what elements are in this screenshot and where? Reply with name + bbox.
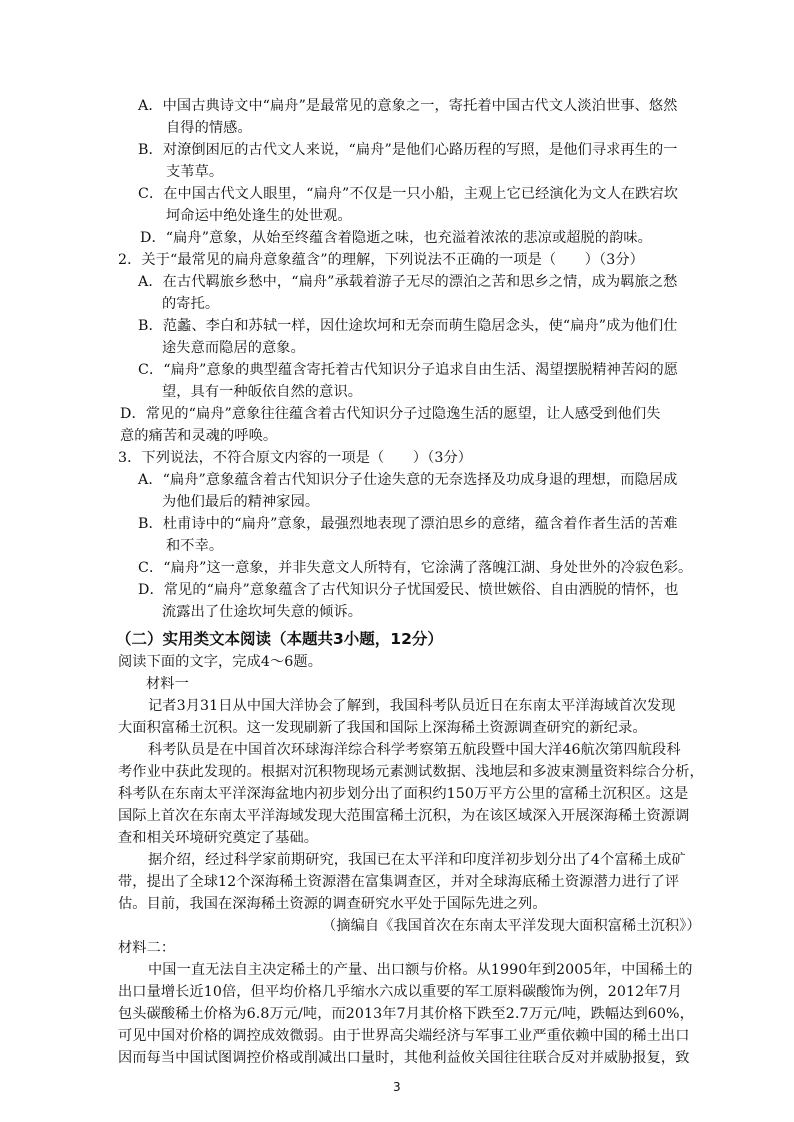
q2-option-a-line2: 的寄托。 — [162, 296, 220, 312]
material-1-p2-line2: 考作业中获此发现的。根据对沉积物现场元素测试数据、浅地层和多波束测量资料综合分析， — [118, 764, 704, 780]
q2-stem: 2．关于“最常见的扁舟意象蕴含”的理解，下列说法不正确的一项是（ ）（3分） — [118, 252, 644, 268]
q3-option-a-line2: 为他们最后的精神家园。 — [162, 494, 320, 510]
material-1-p1-line2: 大面积富稀土沉积。这一发现刷新了我国和国际上深海稀土资源调查研究的新纪录。 — [118, 720, 647, 736]
material-1-source: （摘编自《我国首次在东南太平洋发现大面积富稀土沉积》） — [322, 918, 701, 934]
q2-option-c-line2: 望，具有一种皈依自然的意识。 — [162, 384, 363, 400]
material-2-p1-line2: 出口量增长近10倍，但平均价格几乎缩水六成以重要的军工原料碳酸饰为例，2012年7月 — [118, 984, 682, 1000]
q2-option-c-line1: C．“扁舟”意象的典型蕴含寄托着古代知识分子追求自由生活、渴望摆脱精神苦闷的愿 — [138, 362, 679, 378]
material-1-p2-line1: 科考队员是在中国首次环球海洋综合科学考察第五航段暨中国大洋46航次第四航段科 — [148, 742, 681, 758]
q1-option-a-line2: 自得的情感。 — [166, 120, 252, 136]
q2-option-a-line1: A．在古代羁旅乡愁中，“扁舟”承载着游子无尽的漂泊之苦和思乡之情，成为羁旅之愁 — [138, 274, 678, 290]
material-1-p2-line3: 科考队在东南太平洋深海盆地内初步划分出了面积约150万平方公里的富稀土沉积区。这是 — [118, 786, 689, 802]
material-2-label: 材料二： — [118, 940, 176, 956]
q3-option-b-line1: B．杜甫诗中的“扁舟”意象，最强烈地表现了漂泊思乡的意绪，蕴含着作者生活的苦难 — [138, 516, 678, 532]
q1-option-c-line2: 坷命运中绝处逢生的处世观。 — [166, 208, 352, 224]
material-1-p3-line2: 带，提出了全球12个深海稀土资源潜在富集调查区，并对全球海底稀土资源潜力进行了评 — [118, 874, 680, 890]
material-1-p1-line1: 记者3月31日从中国大洋协会了解到，我国科考队员近日在东南太平洋海域首次发现 — [148, 698, 676, 714]
material-1-p3-line3: 估。目前，我国在深海稀土资源的调查研究水平处于国际先进之列。 — [118, 896, 547, 912]
material-1-p3-line1: 据介绍，经过科学家前期研究，我国已在太平洋和印度洋初步划分出了4个富稀土成矿 — [148, 852, 686, 868]
material-2-p1-line3: 包头碳酸稀土价格为6.8万元/吨，而2013年7月其价格下跌至2.7万元/吨，跌幅达到60%， — [118, 1006, 694, 1022]
q1-option-d-line1: D．“扁舟”意象，从始至终蕴含着隐逝之味，也充溢着浓浓的悲凉或超脱的韵味。 — [140, 230, 652, 246]
q2-option-d-line1: D．常见的“扁舟”意象往往蕴含着古代知识分子过隐逸生活的愿望，让人感受到他们失 — [120, 406, 661, 422]
q1-option-c-line1: C．在中国古代文人眼里，“扁舟”不仅是一只小船，主观上它已经演化为文人在跌宕坎 — [138, 186, 679, 202]
material-1-p2-line4: 国际上首次在东南太平洋海域发现大范围富稀土沉积，为在该区域深入开展深海稀土资源调 — [118, 808, 690, 824]
material-2-p1-line5: 因而每当中国试图调控价格或削减出口量时，其他利益攸关国往往联合反对并威胁报复，致 — [118, 1050, 690, 1066]
q3-option-d-line1: D．常见的“扁舟”意象蕴含了古代知识分子忧国爱民、愤世嫉俗、自由洒脱的情怀，也 — [138, 582, 679, 598]
q1-option-b-line2: 支苇草。 — [166, 164, 224, 180]
q2-option-b-line2: 途失意而隐居的意象。 — [162, 340, 305, 356]
section-instruction: 阅读下面的文字，完成4～6题。 — [118, 654, 322, 670]
q3-option-a-line1: A．“扁舟”意象蕴含着古代知识分子仕途失意的无奈选择及功成身退的理想，而隐居成 — [138, 472, 678, 488]
material-1-p2-line5: 查和相关环境研究奠定了基础。 — [118, 830, 319, 846]
q3-option-c-line1: C．“扁舟”这一意象，并非失意文人所特有，它涂满了落魄江湖、身处世外的冷寂色彩。 — [138, 560, 693, 576]
q3-option-b-line2: 和不幸。 — [166, 538, 224, 554]
q2-option-b-line1: B．范蠡、李白和苏轼一样，因仕途坎坷和无奈而萌生隐居念头，使“扁舟”成为他们仕 — [138, 318, 678, 334]
q3-stem: 3．下列说法，不符合原文内容的一项是（ ）（3分） — [118, 450, 473, 466]
q1-option-b-line1: B．对潦倒困厄的古代文人来说，“扁舟”是他们心路历程的写照，是他们寻求再生的一 — [138, 142, 678, 158]
page-number: 3 — [393, 1080, 401, 1094]
material-1-label: 材料一 — [146, 676, 189, 692]
material-2-p1-line4: 可见中国对价格的调控成效微弱。由于世界高尖端经济与军事工业严重依赖中国的稀土出口 — [118, 1028, 690, 1044]
q2-option-d-line2: 意的痛苦和灵魂的呼唤。 — [120, 428, 278, 444]
material-2-p1-line1: 中国一直无法自主决定稀土的产量、出口额与价格。从1990年到2005年，中国稀土的 — [148, 962, 693, 978]
q3-option-d-line2: 流露出了仕途坎坷失意的倾诉。 — [162, 604, 363, 620]
section-heading: （二）实用类文本阅读（本题共3小题，12分） — [116, 630, 443, 648]
q1-option-a-line1: A．中国古典诗文中“扁舟”是最常见的意象之一，寄托着中国古代文人淡泊世事、悠然 — [138, 98, 678, 114]
